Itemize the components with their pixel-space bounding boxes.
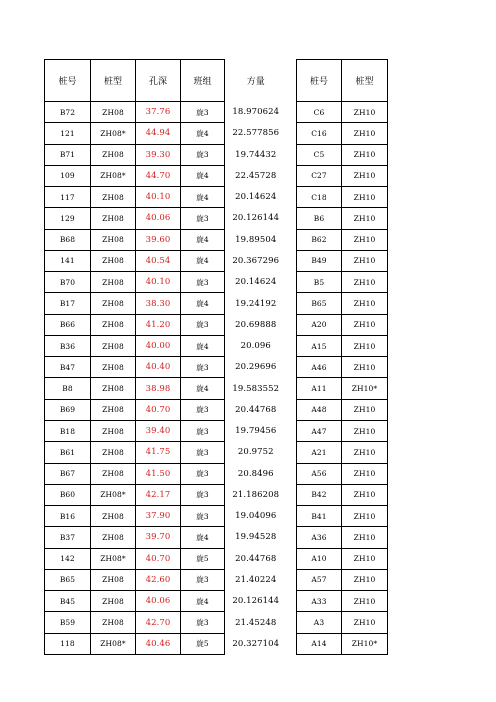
column-gap xyxy=(287,399,297,420)
cell-pile-no: B71 xyxy=(45,144,91,165)
cell-team: 旋3 xyxy=(181,612,225,633)
column-gap xyxy=(287,102,297,123)
cell-team: 旋4 xyxy=(181,335,225,356)
cell-team: 旋3 xyxy=(181,569,225,590)
cell-team: 旋3 xyxy=(181,144,225,165)
cell-pile-no-2: A21 xyxy=(297,442,342,463)
table-row xyxy=(45,442,388,463)
cell-pile-no-2: C6 xyxy=(297,102,342,123)
cell-team: 旋4 xyxy=(181,187,225,208)
cell-pile-no-2: A20 xyxy=(297,314,342,335)
column-gap xyxy=(287,612,297,633)
cell-pile-type-2: ZH10 xyxy=(342,442,388,463)
cell-depth: 44.70 xyxy=(136,165,181,186)
cell-team: 旋3 xyxy=(181,420,225,441)
cell-pile-type: ZH08 xyxy=(91,591,136,612)
cell-pile-no-2: A11 xyxy=(297,378,342,399)
cell-depth: 40.10 xyxy=(136,272,181,293)
cell-pile-type-2: ZH10 xyxy=(342,123,388,144)
cell-pile-no-2: C16 xyxy=(297,123,342,144)
cell-pile-no: 121 xyxy=(45,123,91,144)
table-row xyxy=(45,335,388,356)
cell-pile-type: ZH08 xyxy=(91,569,136,590)
cell-pile-type: ZH08 xyxy=(91,272,136,293)
cell-pile-no: B45 xyxy=(45,591,91,612)
column-gap xyxy=(287,165,297,186)
cell-pile-type: ZH08 xyxy=(91,420,136,441)
cell-team: 旋5 xyxy=(181,633,225,654)
cell-amount: 20.126144 xyxy=(232,213,280,224)
table-row xyxy=(45,506,388,527)
table-body xyxy=(45,102,388,655)
table-row xyxy=(45,102,388,123)
cell-depth: 40.00 xyxy=(136,335,181,356)
cell-amount: 19.94528 xyxy=(235,532,277,543)
column-gap xyxy=(287,144,297,165)
cell-pile-no-2: A14 xyxy=(297,633,342,654)
table-row xyxy=(45,378,388,399)
cell-pile-no-2: B5 xyxy=(297,272,342,293)
cell-pile-no: B70 xyxy=(45,272,91,293)
cell-pile-no: B18 xyxy=(45,420,91,441)
cell-pile-no-2: B41 xyxy=(297,506,342,527)
cell-pile-type: ZH08 xyxy=(91,442,136,463)
header-depth: 孔深 xyxy=(136,60,181,102)
cell-pile-type-2: ZH10 xyxy=(342,357,388,378)
cell-amount: 20.29696 xyxy=(235,362,277,373)
column-gap xyxy=(287,548,297,569)
cell-depth: 40.54 xyxy=(136,250,181,271)
column-gap xyxy=(287,633,297,654)
cell-pile-no: B8 xyxy=(45,378,91,399)
cell-team: 旋3 xyxy=(181,399,225,420)
cell-pile-type-2: ZH10 xyxy=(342,165,388,186)
table-row xyxy=(45,187,388,208)
cell-pile-type: ZH08 xyxy=(91,250,136,271)
cell-team: 旋4 xyxy=(181,250,225,271)
table-row xyxy=(45,250,388,271)
table-row xyxy=(45,293,388,314)
column-gap xyxy=(287,272,297,293)
cell-pile-no: B60 xyxy=(45,484,91,505)
cell-amount: 19.583552 xyxy=(232,383,280,394)
column-gap xyxy=(287,484,297,505)
cell-pile-type-2: ZH10 xyxy=(342,548,388,569)
header-pile-no: 桩号 xyxy=(45,60,91,102)
cell-pile-no-2: A57 xyxy=(297,569,342,590)
cell-amount: 20.126144 xyxy=(232,596,280,607)
table-row xyxy=(45,420,388,441)
cell-pile-type: ZH08 xyxy=(91,293,136,314)
header-pile-no-2: 桩号 xyxy=(297,60,342,102)
cell-pile-type-2: ZH10 xyxy=(342,399,388,420)
column-gap xyxy=(287,187,297,208)
cell-amount: 20.9752 xyxy=(237,447,274,458)
cell-pile-type-2: ZH10 xyxy=(342,293,388,314)
cell-pile-no: 142 xyxy=(45,548,91,569)
cell-pile-type: ZH08 xyxy=(91,506,136,527)
column-gap xyxy=(287,123,297,144)
cell-depth: 40.40 xyxy=(136,357,181,378)
cell-pile-no: B68 xyxy=(45,229,91,250)
cell-pile-no: B47 xyxy=(45,357,91,378)
header-pile-type: 桩型 xyxy=(91,60,136,102)
cell-pile-no-2: B49 xyxy=(297,250,342,271)
cell-pile-no: B36 xyxy=(45,335,91,356)
table-row xyxy=(45,633,388,654)
cell-pile-type: ZH08 xyxy=(91,335,136,356)
cell-pile-no-2: A33 xyxy=(297,591,342,612)
column-gap xyxy=(287,463,297,484)
cell-amount: 19.24192 xyxy=(235,298,277,309)
cell-pile-no: 129 xyxy=(45,208,91,229)
cell-depth: 39.30 xyxy=(136,144,181,165)
cell-pile-type: ZH08 xyxy=(91,187,136,208)
cell-pile-type: ZH08 xyxy=(91,612,136,633)
cell-pile-no: B69 xyxy=(45,399,91,420)
cell-depth: 39.70 xyxy=(136,527,181,548)
column-gap xyxy=(287,527,297,548)
cell-depth: 44.94 xyxy=(136,123,181,144)
cell-pile-no: 141 xyxy=(45,250,91,271)
cell-pile-type-2: ZH10 xyxy=(342,569,388,590)
cell-pile-type: ZH08 xyxy=(91,463,136,484)
cell-depth: 40.06 xyxy=(136,591,181,612)
cell-pile-no-2: A48 xyxy=(297,399,342,420)
cell-pile-type: ZH08 xyxy=(91,378,136,399)
cell-pile-type-2: ZH10 xyxy=(342,527,388,548)
cell-pile-type-2: ZH10 xyxy=(342,208,388,229)
cell-pile-type: ZH08* xyxy=(91,165,136,186)
cell-amount: 20.44768 xyxy=(235,553,277,564)
table-row xyxy=(45,484,388,505)
cell-pile-type-2: ZH10 xyxy=(342,335,388,356)
cell-pile-no-2: A47 xyxy=(297,420,342,441)
cell-pile-type-2: ZH10 xyxy=(342,250,388,271)
cell-pile-type: ZH08* xyxy=(91,633,136,654)
cell-depth: 38.30 xyxy=(136,293,181,314)
cell-pile-no: 118 xyxy=(45,633,91,654)
cell-pile-type: ZH08 xyxy=(91,399,136,420)
cell-team: 旋4 xyxy=(181,527,225,548)
table-row xyxy=(45,357,388,378)
cell-pile-no-2: A46 xyxy=(297,357,342,378)
cell-pile-type-2: ZH10 xyxy=(342,272,388,293)
cell-team: 旋3 xyxy=(181,463,225,484)
cell-amount: 20.14624 xyxy=(235,277,277,288)
cell-depth: 41.75 xyxy=(136,442,181,463)
cell-pile-no-2: A36 xyxy=(297,527,342,548)
cell-depth: 40.46 xyxy=(136,633,181,654)
cell-amount: 22.577856 xyxy=(232,128,280,139)
cell-team: 旋4 xyxy=(181,378,225,399)
cell-depth: 41.20 xyxy=(136,314,181,335)
cell-pile-no: 117 xyxy=(45,187,91,208)
table-row xyxy=(45,399,388,420)
cell-team: 旋5 xyxy=(181,548,225,569)
cell-depth: 40.10 xyxy=(136,187,181,208)
cell-team: 旋3 xyxy=(181,357,225,378)
cell-amount: 21.45248 xyxy=(235,617,277,628)
cell-pile-no: B17 xyxy=(45,293,91,314)
cell-pile-no-2: C18 xyxy=(297,187,342,208)
cell-depth: 39.60 xyxy=(136,229,181,250)
cell-team: 旋4 xyxy=(181,165,225,186)
cell-pile-no: B61 xyxy=(45,442,91,463)
cell-pile-type-2: ZH10 xyxy=(342,102,388,123)
cell-pile-no-2: B6 xyxy=(297,208,342,229)
cell-depth: 41.50 xyxy=(136,463,181,484)
column-gap xyxy=(287,569,297,590)
cell-amount: 20.69888 xyxy=(235,319,277,330)
cell-pile-type: ZH08 xyxy=(91,144,136,165)
cell-team: 旋4 xyxy=(181,123,225,144)
cell-depth: 37.90 xyxy=(136,506,181,527)
cell-pile-type-2: ZH10* xyxy=(342,378,388,399)
cell-depth: 40.70 xyxy=(136,548,181,569)
table-row xyxy=(45,144,388,165)
cell-amount: 20.8496 xyxy=(237,468,274,479)
column-gap xyxy=(287,378,297,399)
cell-pile-type: ZH08* xyxy=(91,548,136,569)
cell-pile-no-2: B65 xyxy=(297,293,342,314)
cell-pile-type: ZH08 xyxy=(91,102,136,123)
cell-amount: 20.096 xyxy=(240,341,271,352)
column-gap xyxy=(287,506,297,527)
table-row xyxy=(45,314,388,335)
cell-pile-no-2: A15 xyxy=(297,335,342,356)
column-gap xyxy=(287,591,297,612)
cell-team: 旋4 xyxy=(181,591,225,612)
cell-amount: 19.79456 xyxy=(235,426,277,437)
cell-pile-type-2: ZH10 xyxy=(342,612,388,633)
column-gap xyxy=(287,420,297,441)
cell-amount: 20.44768 xyxy=(235,404,277,415)
pile-record-table xyxy=(44,59,388,655)
table-row xyxy=(45,548,388,569)
cell-team: 旋3 xyxy=(181,442,225,463)
cell-depth: 42.60 xyxy=(136,569,181,590)
column-gap xyxy=(287,293,297,314)
table-row xyxy=(45,208,388,229)
cell-pile-no: B59 xyxy=(45,612,91,633)
table-row xyxy=(45,165,388,186)
cell-pile-type-2: ZH10 xyxy=(342,420,388,441)
column-gap xyxy=(287,442,297,463)
cell-amount: 22.45728 xyxy=(235,170,277,181)
column-gap xyxy=(287,250,297,271)
header-amount: 方量 xyxy=(246,77,265,87)
table-row xyxy=(45,229,388,250)
cell-pile-type: ZH08 xyxy=(91,527,136,548)
cell-pile-type-2: ZH10 xyxy=(342,314,388,335)
column-gap xyxy=(287,357,297,378)
cell-team: 旋3 xyxy=(181,314,225,335)
cell-pile-type: ZH08 xyxy=(91,314,136,335)
cell-pile-no-2: A10 xyxy=(297,548,342,569)
cell-team: 旋3 xyxy=(181,102,225,123)
cell-pile-no: B72 xyxy=(45,102,91,123)
cell-team: 旋3 xyxy=(181,208,225,229)
cell-pile-no-2: B42 xyxy=(297,484,342,505)
cell-team: 旋3 xyxy=(181,484,225,505)
table-row xyxy=(45,591,388,612)
cell-pile-type-2: ZH10 xyxy=(342,229,388,250)
cell-depth: 40.06 xyxy=(136,208,181,229)
cell-pile-type: ZH08 xyxy=(91,357,136,378)
cell-amount: 19.89504 xyxy=(235,234,277,245)
cell-pile-type-2: ZH10 xyxy=(342,187,388,208)
table-row xyxy=(45,569,388,590)
cell-pile-no-2: B62 xyxy=(297,229,342,250)
cell-team: 旋3 xyxy=(181,506,225,527)
cell-depth: 39.40 xyxy=(136,420,181,441)
cell-depth: 42.70 xyxy=(136,612,181,633)
column-gap xyxy=(287,60,297,102)
table-row xyxy=(45,612,388,633)
cell-pile-no-2: A3 xyxy=(297,612,342,633)
cell-pile-type: ZH08 xyxy=(91,229,136,250)
cell-pile-no: B37 xyxy=(45,527,91,548)
cell-amount: 21.40224 xyxy=(235,574,277,585)
cell-amount: 20.327104 xyxy=(232,638,280,649)
cell-pile-no: 109 xyxy=(45,165,91,186)
header-row xyxy=(45,60,388,102)
column-gap xyxy=(287,314,297,335)
cell-amount: 20.367296 xyxy=(232,255,280,266)
cell-pile-type: ZH08* xyxy=(91,484,136,505)
cell-amount: 18.970624 xyxy=(232,107,280,118)
cell-amount: 19.04096 xyxy=(235,511,277,522)
table-row xyxy=(45,527,388,548)
column-gap xyxy=(287,335,297,356)
column-gap xyxy=(287,229,297,250)
cell-amount: 21.186208 xyxy=(232,489,280,500)
header-pile-type-2: 桩型 xyxy=(342,60,388,102)
cell-depth: 40.70 xyxy=(136,399,181,420)
cell-pile-type: ZH08* xyxy=(91,123,136,144)
cell-team: 旋4 xyxy=(181,229,225,250)
cell-depth: 38.98 xyxy=(136,378,181,399)
cell-team: 旋4 xyxy=(181,293,225,314)
cell-pile-no: B65 xyxy=(45,569,91,590)
cell-pile-type-2: ZH10 xyxy=(342,484,388,505)
cell-pile-no: B67 xyxy=(45,463,91,484)
cell-team: 旋3 xyxy=(181,272,225,293)
table-row xyxy=(45,272,388,293)
cell-pile-no-2: C27 xyxy=(297,165,342,186)
cell-pile-no: B66 xyxy=(45,314,91,335)
cell-pile-type-2: ZH10 xyxy=(342,463,388,484)
cell-amount: 19.74432 xyxy=(235,149,277,160)
table-row xyxy=(45,123,388,144)
cell-depth: 42.17 xyxy=(136,484,181,505)
cell-pile-type-2: ZH10 xyxy=(342,506,388,527)
table-row xyxy=(45,463,388,484)
cell-pile-type-2: ZH10 xyxy=(342,144,388,165)
column-gap xyxy=(287,208,297,229)
cell-pile-no-2: C5 xyxy=(297,144,342,165)
cell-pile-type-2: ZH10 xyxy=(342,591,388,612)
cell-pile-type-2: ZH10* xyxy=(342,633,388,654)
cell-depth: 37.76 xyxy=(136,102,181,123)
header-team: 班组 xyxy=(181,60,225,102)
cell-amount: 20.14624 xyxy=(235,192,277,203)
cell-pile-no-2: A56 xyxy=(297,463,342,484)
cell-pile-type: ZH08 xyxy=(91,208,136,229)
cell-pile-no: B16 xyxy=(45,506,91,527)
